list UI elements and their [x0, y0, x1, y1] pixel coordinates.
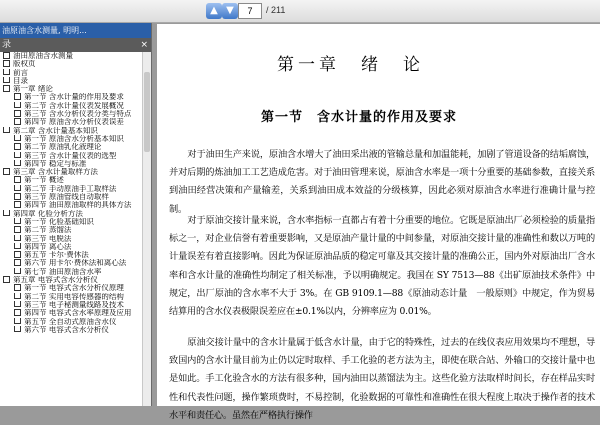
bookmark-icon[interactable]: [14, 318, 21, 325]
bookmark-icon[interactable]: [14, 176, 21, 183]
bookmark-item[interactable]: [0, 143, 151, 151]
bookmark-item[interactable]: [0, 160, 151, 168]
bookmark-label: 第四节 油田原油取样的具体方法: [24, 201, 132, 210]
bookmark-item[interactable]: [0, 210, 151, 218]
previous-page-button[interactable]: [206, 3, 222, 19]
bookmark-item[interactable]: [0, 168, 151, 176]
bookmark-icon[interactable]: [14, 118, 21, 125]
bookmark-label: 第七节 油田原油含水率: [24, 267, 102, 276]
bookmark-item[interactable]: [0, 85, 151, 93]
page-number-input[interactable]: 7: [238, 3, 262, 19]
bookmark-label: 第二章 含水计量基本知识: [13, 126, 98, 135]
bookmark-icon[interactable]: [14, 102, 21, 109]
bookmark-label: 第一节 概述: [24, 176, 64, 185]
bookmark-icon[interactable]: [14, 160, 21, 167]
section-title: 第一节 含水计量的作用及要求: [261, 110, 458, 125]
bookmark-item[interactable]: [0, 152, 151, 160]
document-page: [157, 24, 600, 421]
bookmark-label: 第四节 稳定与标准: [24, 159, 87, 168]
bookmark-item[interactable]: [0, 226, 151, 234]
sidebar-scrollbar[interactable]: [142, 52, 151, 406]
bookmark-icon[interactable]: [14, 251, 21, 258]
bookmark-icon[interactable]: [14, 301, 21, 308]
bookmark-item[interactable]: [0, 276, 151, 284]
bookmark-item[interactable]: [0, 201, 151, 209]
next-page-button[interactable]: [222, 3, 238, 19]
bookmark-item[interactable]: [0, 326, 151, 334]
bookmark-label: 第五节 卡尔·费休法: [24, 251, 89, 260]
page-total: / 211: [266, 5, 286, 15]
bookmark-item[interactable]: [0, 293, 151, 301]
bookmark-item[interactable]: [0, 60, 151, 68]
bookmark-item[interactable]: [0, 52, 151, 60]
bookmark-icon[interactable]: [14, 243, 21, 250]
close-icon[interactable]: ×: [140, 40, 148, 50]
bookmark-item[interactable]: [0, 110, 151, 118]
bookmark-label: 第五章 电容式含水分析仪: [13, 276, 98, 285]
toolbar: [0, 0, 600, 23]
bookmark-label: 第一节 含水计量的作用及要求: [24, 93, 124, 102]
bookmark-item[interactable]: [0, 259, 151, 267]
bookmark-item[interactable]: [0, 251, 151, 259]
bookmark-item[interactable]: [0, 309, 151, 317]
bookmark-label: 前言: [13, 68, 28, 77]
bookmark-label: 第四节 离心法: [24, 242, 72, 251]
bookmark-label: 第二节 蒸馏法: [24, 226, 72, 235]
up-arrow-icon: ▲: [210, 5, 218, 16]
expand-toggle-icon[interactable]: [3, 276, 10, 283]
bookmark-icon[interactable]: [14, 309, 21, 316]
bookmark-item[interactable]: [0, 284, 151, 292]
bookmark-icon[interactable]: [14, 284, 21, 291]
bookmark-icon[interactable]: [14, 135, 21, 142]
bookmark-label: 第六节 电容式含水分析仪: [24, 325, 109, 334]
bookmark-icon[interactable]: [14, 226, 21, 233]
document-tab[interactable]: 油原油含水测量, 明明...: [0, 23, 151, 38]
bookmarks-sidebar: [0, 23, 152, 406]
bookmark-icon[interactable]: [14, 293, 21, 300]
expand-toggle-icon[interactable]: [3, 69, 10, 76]
bookmark-label: 版权页: [13, 60, 36, 69]
bookmark-label: 第五节 全自动式原油含水仪: [24, 317, 117, 326]
paragraph: 对于原油交接计量来说，含水率指标一直都占有着十分重要的地位。它既是原油出厂必须检验的质量指标之一，对企业信誉有着重要影响，又是原油产量计量的中间参量，对原油交接计量的准确性和数以万吨的计量误差有着直接影响。因此为保证原油品质的稳定可靠及其交接计量的准确公正，国内外对原油出厂含水率和含水计量的准确性均制定了相关标准，予以明确规定。我国在 SY 7513—88《出矿原油技术条件》中规定，出厂原油的含水率不大于 3%。在 GB 9109.1—88《原油动态计量 一般原则》中规定，作为贸易结算用的含水仪表极限误差应在±0.1%以内，分辨率应为 0.01%。: [169, 215, 595, 318]
bookmark-label: 第二节 含水计量仪表发展概况: [24, 101, 124, 110]
bookmark-item[interactable]: [0, 301, 151, 309]
bookmark-icon[interactable]: [14, 185, 21, 192]
bookmark-label: 油田原油含水测量: [13, 52, 73, 60]
bookmark-icon[interactable]: [14, 193, 21, 200]
expand-toggle-icon[interactable]: [3, 168, 10, 175]
bookmark-icon[interactable]: [14, 93, 21, 100]
bookmark-icon[interactable]: [14, 201, 21, 208]
bookmark-icon[interactable]: [14, 143, 21, 150]
bookmark-item[interactable]: [0, 185, 151, 193]
bookmark-label: 第三节 电脱法: [24, 234, 72, 243]
bookmark-item[interactable]: [0, 93, 151, 101]
bookmark-item[interactable]: [0, 127, 151, 135]
bookmark-label: 第一节 原油含水分析基本知识: [24, 134, 124, 143]
bookmark-item[interactable]: [0, 102, 151, 110]
down-arrow-icon: ▼: [226, 5, 234, 16]
bookmark-label: 第三节 原油管线自动取样: [24, 193, 109, 202]
paragraph: 原油交接计量中的含水计量属于低含水计量，由于它的特殊性，过去的在线仪表应用效果均不理想，导致国内的含水计量目前为止仍以定时取样、手工化验的老方法为主，即使在联合站、外输口的交接计量中也是如此。手工化验含水的方法有很多种，国内油田以蒸馏法为主。这些化验方法取样时间长，存在样品实时性和代表性问题，操作繁琐费时，不易控制，化验数据的可靠性和准确性在很大程度上取决于操作者的技术水平和责任心。虽然在严格执行操作: [169, 337, 595, 421]
bookmark-icon[interactable]: [14, 268, 21, 275]
bookmark-item[interactable]: [0, 243, 151, 251]
bookmark-label: 第四章 化验分析方法: [13, 209, 83, 218]
bookmark-label: 第四节 电容式含水率原理及应用: [24, 309, 132, 318]
bookmark-item[interactable]: [0, 193, 151, 201]
bookmark-item[interactable]: [0, 235, 151, 243]
bookmark-label: 目录: [13, 76, 28, 85]
bookmark-label: 第四节 原油含水分析仪表误差: [24, 118, 124, 127]
bookmark-label: 第三节 含水计量仪表的选型: [24, 151, 117, 160]
bookmark-label: 第二节 手动原油手工取样法: [24, 184, 117, 193]
bookmarks-header: [0, 38, 151, 52]
scrollbar-thumb[interactable]: [144, 72, 150, 152]
bookmark-item[interactable]: [0, 218, 151, 226]
expand-toggle-icon[interactable]: [3, 60, 10, 67]
chapter-title: 第一章 绪 论: [277, 55, 424, 75]
bookmark-item[interactable]: [0, 268, 151, 276]
bookmark-icon[interactable]: [14, 110, 21, 117]
bookmark-item[interactable]: [0, 118, 151, 126]
bookmark-label: 第三节 含水分析仪表分类与特点: [24, 110, 132, 119]
bookmark-label: 第三节 电子秘测量线路及技术: [24, 300, 124, 309]
bookmark-item[interactable]: [0, 69, 151, 77]
bookmark-icon[interactable]: [14, 218, 21, 225]
bookmark-item[interactable]: [0, 135, 151, 143]
expand-toggle-icon[interactable]: [3, 127, 10, 134]
expand-toggle-icon[interactable]: [3, 210, 10, 217]
bookmark-item[interactable]: [0, 318, 151, 326]
bookmark-item[interactable]: [0, 176, 151, 184]
expand-toggle-icon[interactable]: [3, 52, 10, 59]
bookmark-item[interactable]: [0, 77, 151, 85]
bookmark-label: 第一节 电容式含水分析仪原理: [24, 284, 124, 293]
bookmark-label: 第六节 用卡尔·费休法和离心法: [24, 259, 127, 268]
paragraph: 对于油田生产来说，原油含水增大了油田采出液的管输总量和加温能耗，加剧了管道设备的结垢腐蚀，并对后期的炼油加工工艺造成危害。对于油田管理来说，原油含水率是一项十分重要的基础参数，直接关系到油田经营决策和产量输差，关系到油田成本效益的分级核算，因此必须对原油含水率进行准确计量与控制。: [169, 149, 595, 215]
bookmark-icon[interactable]: [14, 235, 21, 242]
bookmark-icon[interactable]: [14, 259, 21, 266]
bookmark-list: [0, 52, 151, 334]
expand-toggle-icon[interactable]: [3, 85, 10, 92]
bookmark-label: 第三章 含水计量取样方法: [13, 168, 98, 177]
bookmark-label: 第二节 原油乳化液理论: [24, 143, 102, 152]
expand-toggle-icon[interactable]: [3, 77, 10, 84]
bookmark-icon[interactable]: [14, 326, 21, 333]
bookmark-icon[interactable]: [14, 152, 21, 159]
bookmark-label: 第一节 化验基础知识: [24, 217, 94, 226]
bookmarks-header-label: 录: [2, 40, 12, 50]
bookmark-label: 第二节 实用电容传感器的结构: [24, 292, 124, 301]
bookmark-label: 第一章 绪论: [13, 85, 53, 94]
